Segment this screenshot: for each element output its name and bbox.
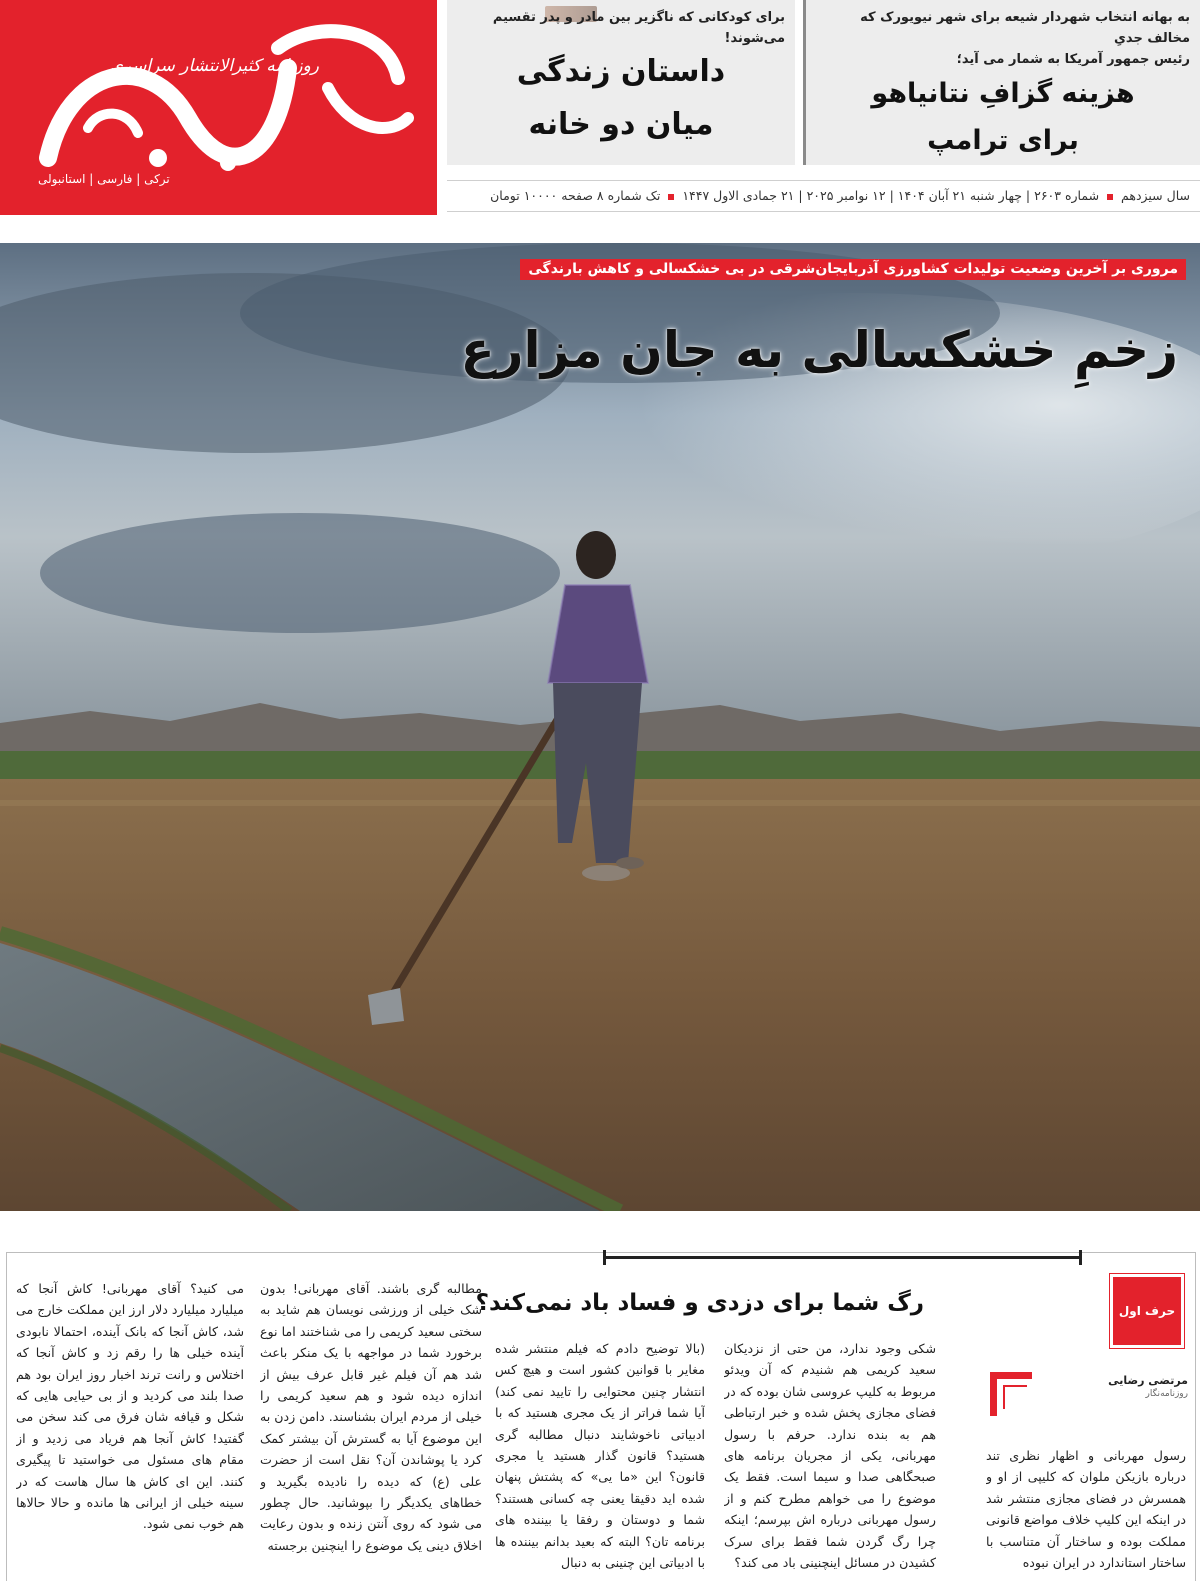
teaser-right-headline bbox=[816, 70, 1190, 165]
article-column-1: رسول مهربانی و اظهار نظری تند درباره بازیکن ملوان که کلیپی از او و همسرش در فضای مجازی منتشر شد در اینکه این کلیپ خلاف مواضع قانونی مملکت بوده و ساختار آن متناسب با ساختار استاندارد در ایران نبوده bbox=[986, 1448, 1186, 1571]
article-section bbox=[0, 1242, 1200, 1581]
teaser-left-kicker: برای کودکانی که ناگزیر بین مادر و پدر تقسیم می‌شوند! bbox=[492, 10, 785, 46]
dateline-price: تک شماره ۸ صفحه ۱۰۰۰۰ تومان bbox=[490, 188, 661, 203]
separator-dot bbox=[1107, 194, 1113, 200]
teaser-right-kicker-line1: به بهانه انتخاب شهردار شیعه برای شهر نیویورک که مخالف جدیِ bbox=[860, 10, 1190, 46]
masthead-tagline: روزنامه کثیرالانتشار سراسری bbox=[109, 56, 319, 76]
article-column-2: شکی وجود ندارد، من حتی از نزدیکان سعید کریمی هم شنیدم که آن ویدئو مربوط به کلیپ عروسی شان بوده که در فضای مجازی پخش شده و خبر ارتباطی هم به بنده ندارد. حرفم با رسول مهربانی، یکی از مجریان برنامه های صبحگاهی صدا و سیما است. فقط یک موضوع را می خواهم مطرح کنم و از رسول مهربانی درباره اش بپرسم؛ اینکه چرا رگ گردن شما فقط برای سرک کشیدن در مسائل اینچنینی باد می کند؟ bbox=[724, 1341, 936, 1571]
article-column-4: مطالبه گری باشند. آقای مهربانی! بدون شک خیلی از ورزشی نویسان هم شاید به سختی سعید کریمی را می شناختند اما نوع برخورد شما در مواجهه با یک منکر باعث شد هم آن فیلم غیر قابل عرف بیش از اندازه دیده شود و هم سعید کریمی را خیلی از مردم ایران بشناسند. دامن زدن به این موضوع آیا به گسترش آن بیشتر کمک کرد یا پوشاندن آن؟ نقل است از حضرت علی (ع) که دیده را نادیده بگیرید و خطاهای یکدیگر را بپوشانید. حال چطور می شود که روی آنتن زنده و بدون رعایت اخلاق دینی یک موضوع را اینچنین برجسته bbox=[260, 1281, 482, 1553]
article-column-3: (بالا توضیح دادم که فیلم منتشر شده مغایر با قوانین کشور است و هیچ کس انتشار چنین محتوایی را تایید نمی کند) آیا شما فراتر از یک مجری هستید که با ادبیاتی ناخوشایند دنبال مطالبه گری هستید؟ قانون گذار هستید یا مجری قانون؟ این «ما یی» که پشتش پنهان شده اید دقیقا یعنی چه کسانی هستند؟ شما و دوستان و رفقا یا بیننده های برنامه تان؟ البته که بعید بدانم بیننده ها با ادبیاتی این چنینی به دنبال bbox=[495, 1341, 705, 1571]
teaser-right-kicker bbox=[816, 8, 1190, 70]
title-rule bbox=[603, 1256, 1082, 1259]
dateline-year: سال سیزدهم bbox=[1121, 188, 1190, 203]
teaser-right-headline-line2: برای ترامپ bbox=[927, 125, 1079, 157]
hero-section[interactable] bbox=[0, 243, 1200, 1211]
dateline-issue: شماره ۲۶۰۳ bbox=[1034, 188, 1100, 203]
hero-title: زخمِ خشکسالی به جان مزارع bbox=[460, 321, 1178, 379]
teaser-left-headline-line2: میان دو خانه bbox=[528, 106, 714, 142]
author-role: روزنامه‌نگار bbox=[1145, 1389, 1188, 1399]
newspaper-logo bbox=[28, 8, 418, 178]
hero-kicker: مروری بر آخرین وضعیت تولیدات کشاورزی آذربایجان‌شرقی در بی خشکسالی و کاهش بارندگی bbox=[520, 259, 1186, 280]
dateline-dates: چهار شنبه ۲۱ آبان ۱۴۰۴ | ۱۲ نوامبر ۲۰۲۵ | ۲۱ جمادی الاول ۱۴۴۷ bbox=[682, 188, 1022, 203]
teaser-left[interactable] bbox=[447, 0, 795, 165]
teaser-right-headline-line1: هزینه گزافِ نتانیاهو bbox=[871, 78, 1135, 109]
masthead bbox=[0, 0, 437, 215]
byline bbox=[1020, 1374, 1188, 1399]
section-label: حرف اول bbox=[1110, 1274, 1184, 1348]
teaser-right-kicker-line2: رئیس جمهور آمریکا به شمار می آید؛ bbox=[956, 51, 1190, 67]
article-column-5: می کنید؟ آقای مهربانی! کاش آنجا که میلیارد میلیارد دلار ارز این مملکت خارج می شد، کاش آنجا که بانک آینده، احتمالا نابودی آینده خیلی ها را رقم زد و کاش آنجا که اختلاس و رانت ترند اخبار روز ایران بود هم صدا بلند می کردید و از بی حیایی هایی که شکل و قیافه شان فرق می کند سخن می گفتید! کاش آنجا هم فریاد می زدید و از مقام های مسئول می خواستید تا پیگیری کنند. این ای کاش ها سال هاست که در سینه خیلی از ایرانی ها مانده و حالا حالاها هم خوب نمی شود. bbox=[16, 1281, 244, 1532]
teaser-left-headline-line1: داستان زندگی bbox=[516, 54, 726, 89]
article-title[interactable]: رگ شما برای دزدی و فساد باد نمی‌کند؟ bbox=[475, 1290, 924, 1316]
author-name: مرتضی رضایی bbox=[1108, 1374, 1188, 1387]
hero-photo bbox=[0, 243, 1200, 1211]
dateline: سال سیزدهم شماره ۲۶۰۳ | چهار شنبه ۲۱ آبان ۱۴۰۴ | ۱۲ نوامبر ۲۰۲۵ | ۲۱ جمادی الاول ۱۴۴۷ تک شماره ۸ صفحه ۱۰۰۰۰ تومان bbox=[447, 180, 1200, 212]
masthead-languages: ترکی | فارسی | استانبولی bbox=[38, 172, 170, 186]
teaser-left-headline bbox=[457, 46, 785, 151]
teaser-strip bbox=[447, 0, 1200, 170]
teaser-right[interactable] bbox=[803, 0, 1200, 165]
separator-dot bbox=[668, 194, 674, 200]
